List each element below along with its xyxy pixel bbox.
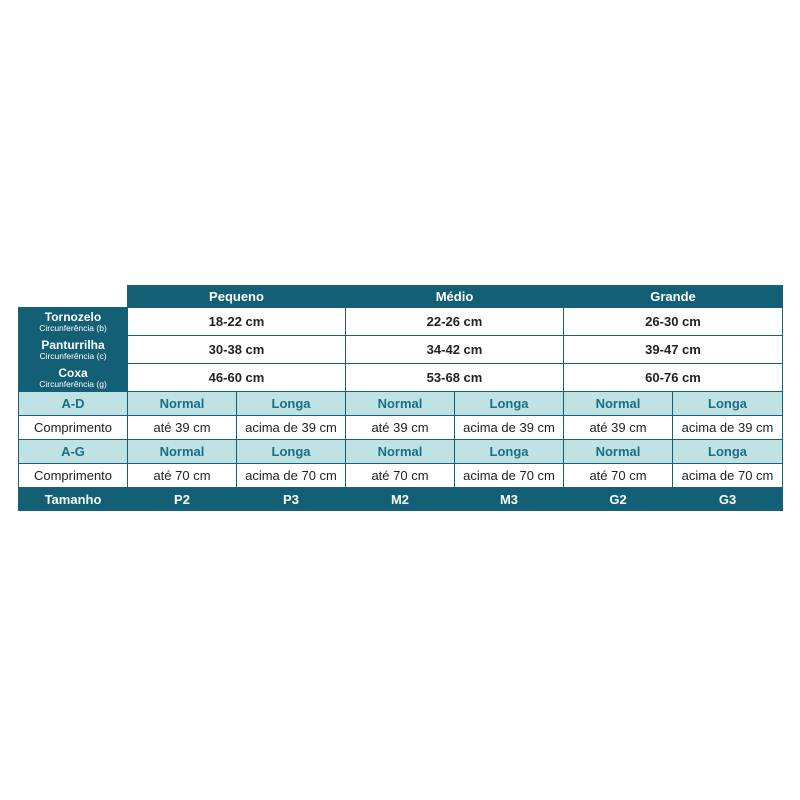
measurement-cell: 39-47 cm xyxy=(564,336,783,364)
group-header-medio: Médio xyxy=(346,286,564,308)
variant-cell: Longa xyxy=(455,392,564,416)
row-title: Panturrilha xyxy=(41,337,105,352)
ag-length-row xyxy=(19,464,783,488)
row-title: Tornozelo xyxy=(44,309,102,324)
size-code-cell: G2 xyxy=(564,488,673,511)
length-cell: até 70 cm xyxy=(346,464,455,488)
measurement-cell: 60-76 cm xyxy=(564,364,783,392)
row-subtitle: Circunferência (c) xyxy=(39,350,107,361)
ad-label: A-D xyxy=(19,392,128,416)
ad-length-row xyxy=(19,416,783,440)
variant-cell: Longa xyxy=(237,392,346,416)
length-cell: até 70 cm xyxy=(564,464,673,488)
length-cell: até 39 cm xyxy=(128,416,237,440)
row-header-coxa xyxy=(19,364,128,392)
variant-cell: Longa xyxy=(237,440,346,464)
size-chart-table xyxy=(18,285,783,511)
ag-label: A-G xyxy=(19,440,128,464)
variant-cell: Longa xyxy=(455,440,564,464)
measurement-row-tornozelo xyxy=(19,308,783,336)
size-code-cell: M2 xyxy=(346,488,455,511)
length-cell: até 39 cm xyxy=(564,416,673,440)
variant-cell: Longa xyxy=(673,392,783,416)
measurement-row-panturrilha xyxy=(19,336,783,364)
variant-cell: Normal xyxy=(564,440,673,464)
ag-variant-row xyxy=(19,440,783,464)
row-title: Coxa xyxy=(58,365,88,380)
measurement-cell: 46-60 cm xyxy=(128,364,346,392)
variant-cell: Longa xyxy=(673,440,783,464)
variant-cell: Normal xyxy=(346,392,455,416)
row-header-tornozelo xyxy=(19,308,128,336)
size-code-cell: G3 xyxy=(673,488,783,511)
variant-cell: Normal xyxy=(346,440,455,464)
group-header-grande: Grande xyxy=(564,286,783,308)
corner-blank xyxy=(19,286,128,308)
variant-cell: Normal xyxy=(564,392,673,416)
variant-cell: Normal xyxy=(128,392,237,416)
row-subtitle: Circunferência (g) xyxy=(39,378,107,389)
size-code-cell: P2 xyxy=(128,488,237,511)
length-cell: acima de 39 cm xyxy=(673,416,783,440)
length-cell: acima de 70 cm xyxy=(237,464,346,488)
length-cell: acima de 70 cm xyxy=(455,464,564,488)
measurement-row-coxa xyxy=(19,364,783,392)
ad-variant-row xyxy=(19,392,783,416)
measurement-cell: 34-42 cm xyxy=(346,336,564,364)
measurement-cell: 30-38 cm xyxy=(128,336,346,364)
measurement-cell: 18-22 cm xyxy=(128,308,346,336)
size-code-row xyxy=(19,488,783,511)
length-label: Comprimento xyxy=(19,416,128,440)
size-code-cell: P3 xyxy=(237,488,346,511)
length-label: Comprimento xyxy=(19,464,128,488)
length-cell: acima de 39 cm xyxy=(455,416,564,440)
size-group-header-row xyxy=(19,286,783,308)
measurement-cell: 22-26 cm xyxy=(346,308,564,336)
group-header-pequeno: Pequeno xyxy=(128,286,346,308)
row-header-panturrilha xyxy=(19,336,128,364)
length-cell: até 39 cm xyxy=(346,416,455,440)
length-cell: até 70 cm xyxy=(128,464,237,488)
variant-cell: Normal xyxy=(128,440,237,464)
size-label: Tamanho xyxy=(19,488,128,511)
length-cell: acima de 70 cm xyxy=(673,464,783,488)
length-cell: acima de 39 cm xyxy=(237,416,346,440)
row-subtitle: Circunferência (b) xyxy=(39,322,107,333)
size-code-cell: M3 xyxy=(455,488,564,511)
measurement-cell: 26-30 cm xyxy=(564,308,783,336)
measurement-cell: 53-68 cm xyxy=(346,364,564,392)
